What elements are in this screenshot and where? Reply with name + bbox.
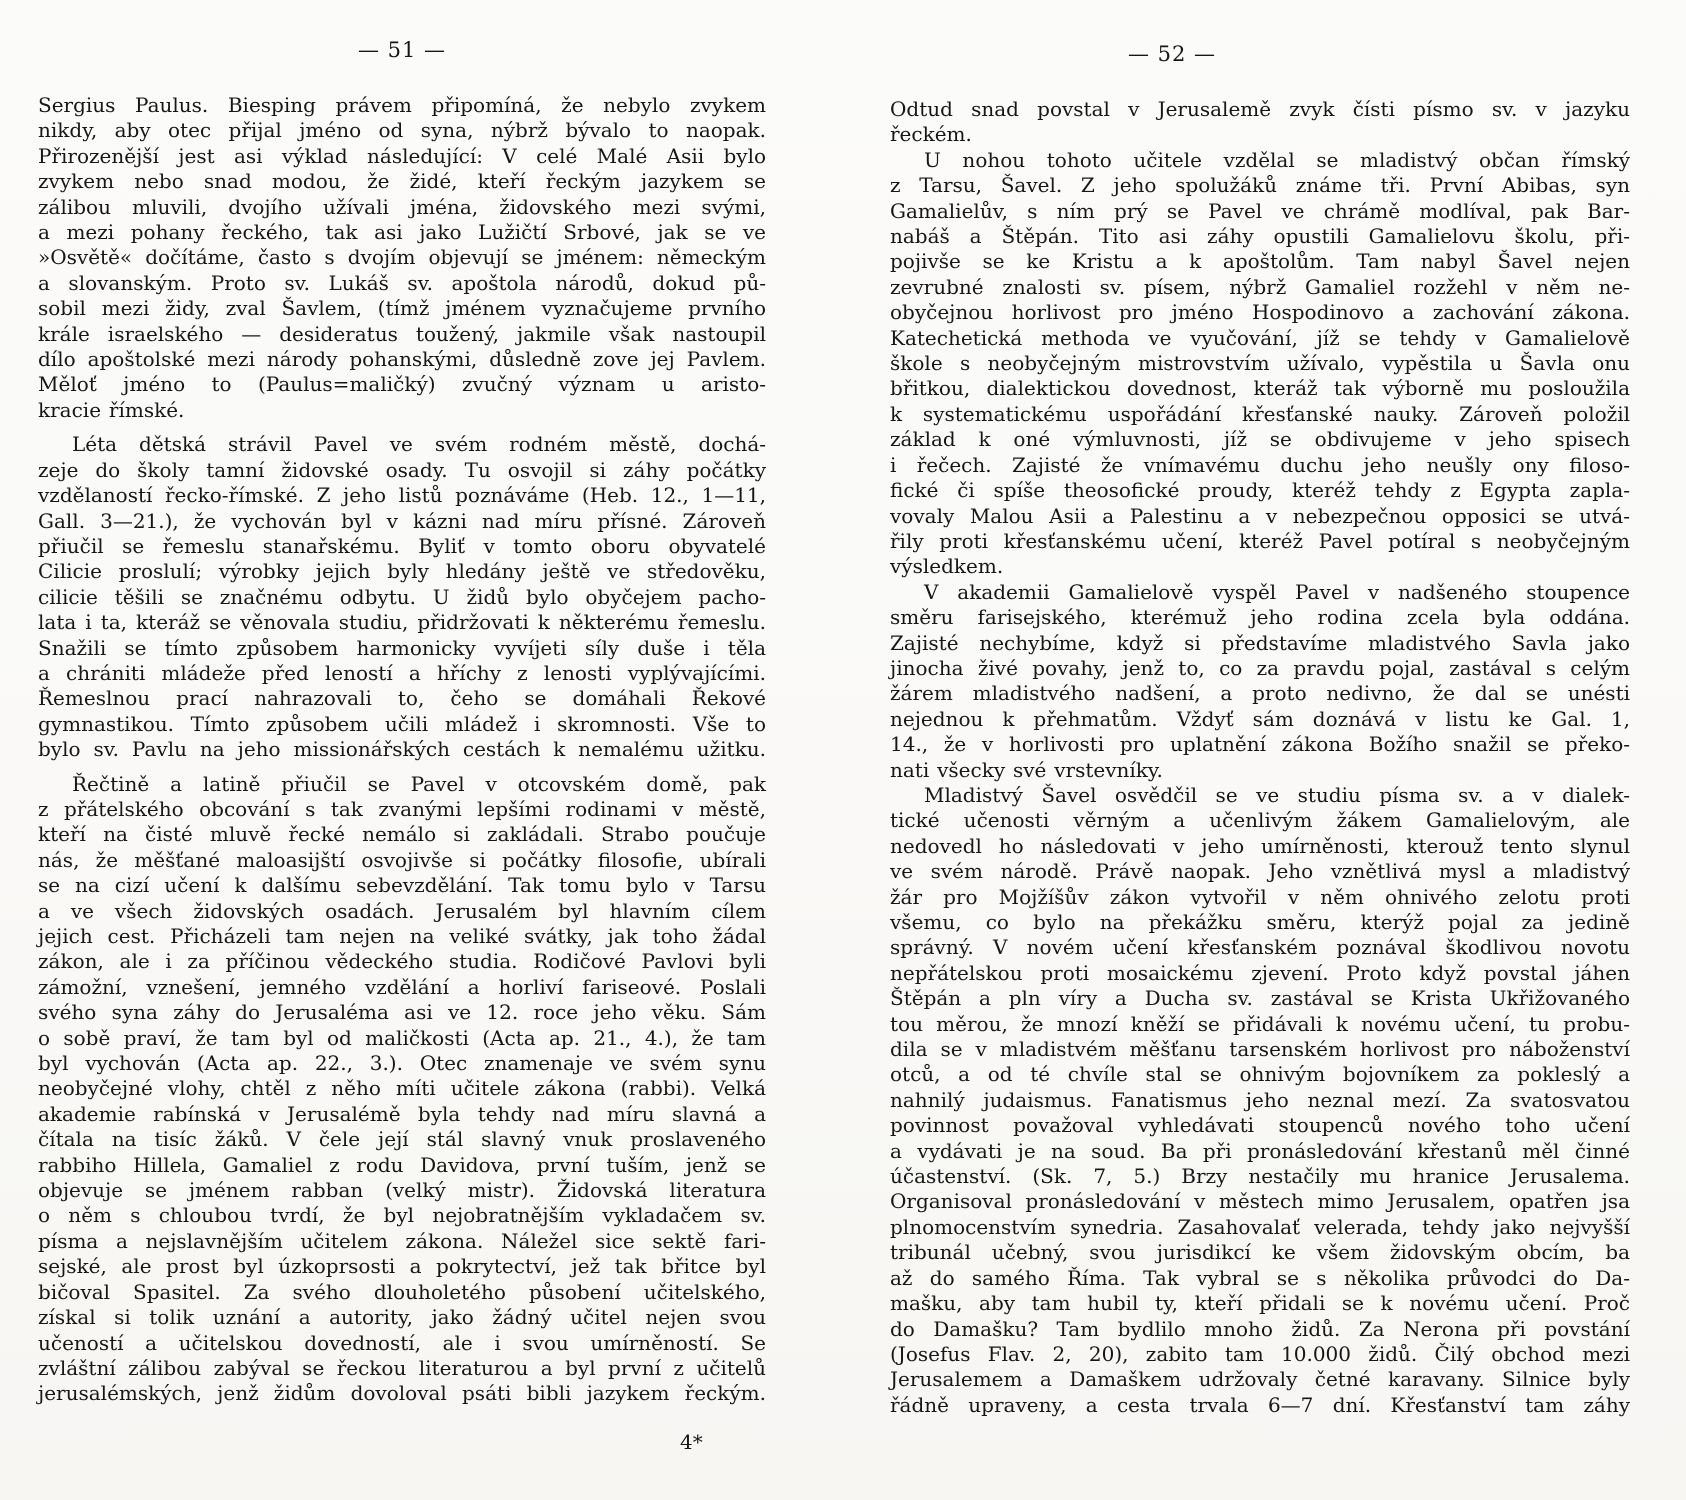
text-line: neobyčejné vlohy, chtěl z něho míti učitele zákona (rabbi). Velká (38, 1076, 766, 1101)
text-line: o sobě praví, že tam byl od maličkosti (Acta ap. 21., 4.), že tam (38, 1025, 766, 1050)
text-line: získal si tolik uznání a autority, jako žádný učitel nejen svou (38, 1305, 766, 1330)
paragraph (890, 580, 1630, 783)
text-line: výsledkem. (890, 554, 1004, 579)
text-line: cilicie těšili se značnému odbytu. U židů bylo obyčejem pacho- (38, 584, 766, 609)
text-line: řeckém. (890, 122, 972, 147)
paragraph (890, 97, 1630, 148)
text-line: vovaly Malou Asii a Palestinu a v nebezpečnou opposici se utvá- (890, 503, 1630, 528)
text-line: (Josefus Flav. 2, 20), zabito tam 10.000 židů. Čilý obchod mezi (890, 1341, 1630, 1366)
text-line: vzdělaností řecko-římské. Z jeho listů poznáváme (Heb. 12., 1—11, (38, 483, 766, 508)
text-line: Měloť jméno to (Paulus=maličký) zvučný význam u aristo- (38, 372, 766, 397)
page-text (890, 97, 1630, 1418)
paragraph (38, 93, 766, 423)
text-line: U nohou tohoto učitele vzdělal se mladistvý občan římský (924, 147, 1630, 172)
text-line: gymnastikou. Tímto způsobem učili mládež i skromnosti. Vše to (38, 711, 766, 736)
text-line: k systematickému uspořádání křesťanské nauky. Zároveň položil (890, 401, 1630, 426)
text-line: Přirozenější jest asi výklad následující: V celé Malé Asii bylo (38, 143, 766, 168)
text-line: nahnilý judaismus. Fanatismus jeho neznal mezí. Za svatosvatou (890, 1087, 1630, 1112)
text-line: jejich cest. Přicházeli tam nejen na veliké svátky, jak toho žádal (38, 924, 766, 948)
text-line: kracie římské. (38, 397, 185, 422)
text-line: sobil mezi židy, zval Šavlem, (tímž jménem vyznačujeme prvního (38, 296, 766, 321)
text-line: směru farisejského, kterémuž jeho rodina zcela byla oddána. (890, 605, 1630, 630)
text-line: »Osvětě« dočítáme, často s dvojím objevují se jménem: německým (38, 245, 766, 270)
text-line: lata i ta, kteráž se věnovala studiu, přidržovati k některému řemeslu. (38, 610, 766, 635)
text-line: zvykem nebo snad modou, že židé, kteří řeckým jazykem se (38, 169, 766, 194)
text-line: řádně upraveny, a cesta trvala 6—7 dní. Křesťanství tam záhy (890, 1392, 1630, 1417)
text-line: a mezi pohany řeckého, tak asi jako Lužičtí Srbové, jak se ve (38, 220, 766, 245)
page-number: — 52 — (1127, 42, 1217, 66)
text-line: žár pro Mojžíšův zákon vytvořil v něm ohnivého zelotu proti (890, 884, 1630, 909)
text-line: sejské, ale prost byl úzkoprsosti a pokrytectví, jež tak břitce byl (38, 1254, 766, 1279)
text-line: dila se v mladistvém měšťanu tarsenském horlivost pro náboženství (890, 1037, 1630, 1062)
text-line: o něm s chloubou tvrdí, že byl nejobratnějším vykladačem sv. (38, 1203, 766, 1228)
text-line: Zajisté nechybíme, když si představíme mladistvého Savla jako (890, 630, 1630, 655)
text-line: a ve všech židovských osadách. Jerusalém byl hlavním cílem (38, 898, 766, 923)
scan-page-right (890, 0, 1630, 1418)
text-line: Sergius Paulus. Biesping právem připomíná, že nebylo zvykem (38, 93, 766, 117)
text-line: Organisoval pronásledování v městech mimo Jerusalem, opatřen jsa (890, 1189, 1630, 1214)
text-line: všemu, co bylo na překážku směru, kterýž pojal za jedině (890, 910, 1630, 934)
text-line: dílo apoštolské mezi národy pohanskými, důsledně zove jej Pavlem. (38, 347, 766, 372)
text-line: krále israelského — desideratus toužený, jakmile však nastoupil (38, 321, 766, 346)
text-line: Cilicie proslulí; výrobky jejich byly hledány ještě ve středověku, (38, 559, 766, 584)
text-line: nedovedl ho následovati v jeho umírněnosti, kterouž tento slynul (890, 833, 1630, 858)
text-line: písma a nejslavnějším učitelem zákona. Náležel sice sektě fari- (38, 1228, 766, 1253)
text-line: byl vychován (Acta ap. 22., 3.). Otec znamenaje ve svém synu (38, 1051, 766, 1076)
text-line: čítala na tisíc žáků. V čele její stál slavný vnuk proslaveného (38, 1127, 766, 1152)
text-line: plnomocenstvím synedria. Zasahovalať velerada, tehdy jako nejvyšší (890, 1214, 1630, 1239)
text-line: Jerusalemem a Damaškem udržovaly četné karavany. Silnice byly (890, 1367, 1630, 1392)
text-line: Snažili se tímto způsobem harmonicky vyvíjeti síly duše i těla (38, 635, 766, 660)
text-line: zálibou mluvili, dvojího užívali jména, židovského mezi svými, (38, 194, 766, 219)
text-line: přiučil se řemeslu stanařskému. Byliť v tomto oboru obyvatelé (38, 533, 766, 558)
text-line: škole s neobyčejným mistrovstvím užívalo, vypěstila u Šavla onu (890, 351, 1630, 376)
text-line: mašku, aby tam hubil ty, kteří přidali se k novému učení. Proč (890, 1291, 1630, 1316)
text-line: akademie rabínská v Jerusalémě byla tehdy nad míru slavná a (38, 1101, 766, 1126)
text-line: řily proti křesťanskému učení, kteréž Pavel potíral s neobyčejným (890, 528, 1630, 553)
text-line: zámožní, vznešení, jemného vzdělání a horliví fariseové. Poslali (38, 974, 766, 999)
text-line: pojivše se ke Kristu a k apoštolům. Tam nabyl Šavel nejen (890, 249, 1630, 274)
text-line: bylo sv. Pavlu na jeho missionářských cestách k nemalému užitku. (38, 737, 766, 762)
text-line: rabbiho Hillela, Gamaliel z rodu Davidova, první tuším, jenž se (38, 1152, 766, 1177)
paragraph (38, 772, 766, 1407)
text-line: Mladistvý Šavel osvědčil se ve studiu písma sv. a v dialek- (924, 782, 1630, 807)
text-line: nás, že měšťané maloasijští osvojivše si počátky filosofie, ubírali (38, 847, 766, 872)
text-line: Gall. 3—21.), že vychován byl v kázni nad míru přísné. Zároveň (38, 508, 766, 533)
text-line: zákon, ale i za příčinou vědeckého studia. Rodičové Pavlovi byli (38, 949, 766, 974)
signature-mark: 4* (680, 1430, 703, 1454)
text-line: z Tarsu, Šavel. Z jeho spolužáků známe tři. První Abibas, syn (890, 173, 1630, 198)
text-line: Odtud snad povstal v Jerusalemě zvyk čísti písmo sv. v jazyku (890, 97, 1630, 121)
text-line: a slovanským. Proto sv. Lukáš sv. apoštola národů, dokud pů- (38, 270, 766, 295)
text-line: do Damašku? Tam bydlilo mnoho židů. Za Nerona při povstání (890, 1316, 1630, 1341)
page-text (38, 93, 766, 1407)
text-line: obyčejnou horlivost pro jméno Hospodinovo a zachování zákona. (890, 300, 1630, 325)
page-number: — 51 — (357, 38, 447, 62)
text-line: otců, a od té chvíle stal se ohnivým bojovníkem za pokleslý a (890, 1062, 1630, 1087)
text-line: účastenství. (Sk. 7, 5.) Brzy nestačily mu hranice Jerusalema. (890, 1164, 1630, 1189)
paragraph (890, 148, 1630, 580)
text-line: zeje do školy tamní židovské osady. Tu osvojil si záhy počátky (38, 457, 766, 482)
text-line: z přátelského obcování s tak zvanými lepšími rodinami v městě, (38, 796, 766, 821)
text-line: nejednou k přehmatům. Vždyť sám doznává v listu ke Gal. 1, (890, 706, 1630, 731)
text-line: a chrániti mládeže před leností a hříchy z lenosti vyplývajícími. (38, 660, 766, 685)
text-line: zvláštní zálibou zabýval se řeckou literaturou a byl první z učitelů (38, 1355, 766, 1380)
text-line: nepřátelskou proti mosaickému zjevení. Proto když povstal jáhen (890, 960, 1630, 985)
text-line: bičoval Spasitel. Za svého dlouholetého působení učitelského, (38, 1279, 766, 1304)
text-line: i řečech. Zajisté že vnímavému duchu jeho neušly ony filoso- (890, 452, 1630, 477)
text-line: povinnost považoval vyhledávati stoupenců nového toho učení (890, 1113, 1630, 1138)
text-line: tribunál učebný, svou jurisdikcí ke všem židovským obcím, ba (890, 1240, 1630, 1265)
text-line: žárem mladistvého nadšení, a proto nedivno, že dal se unésti (890, 681, 1630, 706)
paragraph (38, 432, 766, 762)
text-line: svého syna záhy do Jerusaléma asi ve 12. roce jeho věku. Sám (38, 1000, 766, 1025)
text-line: správný. V novém učení křesťanském poznával škodlivou novotu (890, 935, 1630, 960)
text-line: nikdy, aby otec přijal jméno od syna, nýbrž bývalo to naopak. (38, 118, 766, 143)
text-line: objevuje se jménem rabban (velký mistr). Židovská literatura (38, 1178, 766, 1203)
text-line: jinocha živé povahy, jenž to, co za pravdu pojal, zastával s celým (890, 655, 1630, 680)
text-line: Řečtině a latině přiučil se Pavel v otcovském domě, pak (72, 771, 766, 796)
paragraph (890, 783, 1630, 1418)
text-line: základ k oné výmluvnosti, jíž se obdivujeme v jeho spisech (890, 427, 1630, 452)
text-line: 14., že v horlivosti pro uplatnění zákona Božího snažil se překo- (890, 732, 1630, 757)
text-line: až do samého Říma. Tak vybral se s několika průvodci do Da- (890, 1265, 1630, 1290)
text-line: nati všecky své vrstevníky. (890, 757, 1163, 782)
scan-page-left (38, 0, 766, 1454)
text-line: kteří na čisté mluvě řecké nemálo si zakládali. Strabo poučuje (38, 822, 766, 847)
text-line: břitkou, dialektickou dovednost, kteráž tak výborně mu posloužila (890, 376, 1630, 401)
text-line: nabáš a Štěpán. Tito asi záhy opustili Gamalielovu školu, při- (890, 224, 1630, 249)
text-line: a vydávati je na soud. Ba při pronásledování křestanů měl činné (890, 1138, 1630, 1163)
text-line: Řemeslnou prací nahrazovali to, čeho se domáhali Řekové (38, 686, 766, 711)
text-line: Léta dětská strávil Pavel ve svém rodném městě, dochá- (72, 432, 766, 457)
text-line: tické učenosti věrným a učenlivým žákem Gamalielovým, ale (890, 808, 1630, 833)
text-line: fické či spíše theosofické proudy, kteréž tehdy z Egypta zapla- (890, 478, 1630, 503)
text-line: zevrubné znalosti sv. písem, nýbrž Gamaliel rozžehl v něm ne- (890, 274, 1630, 299)
text-line: jerusalémských, jenž židům dovoloval psáti bibli jazykem řeckým. (38, 1381, 766, 1406)
text-line: Gamalielův, s ním prý se Pavel ve chrámě modlíval, pak Bar- (890, 198, 1630, 223)
text-line: ve svém národě. Právě naopak. Jeho vznětlivá mysl a mladistvý (890, 859, 1630, 884)
text-line: Štěpán a pln víry a Ducha sv. zastával se Krista Ukřižovaného (890, 986, 1630, 1011)
text-line: tou měrou, že mnozí kněží se přidávali k novému učení, tu probu- (890, 1011, 1630, 1036)
text-line: učeností a učitelskou dovedností, ale i svou umírněností. Se (38, 1330, 766, 1355)
text-line: Katechetická methoda ve vyučování, jíž se tehdy v Gamalielově (890, 325, 1630, 350)
text-line: V akademii Gamalielově vyspěl Pavel v nadšeného stoupence (924, 579, 1630, 604)
text-line: se na cizí učení k dalšímu sebevzdělání. Tak tomu bylo v Tarsu (38, 873, 766, 898)
